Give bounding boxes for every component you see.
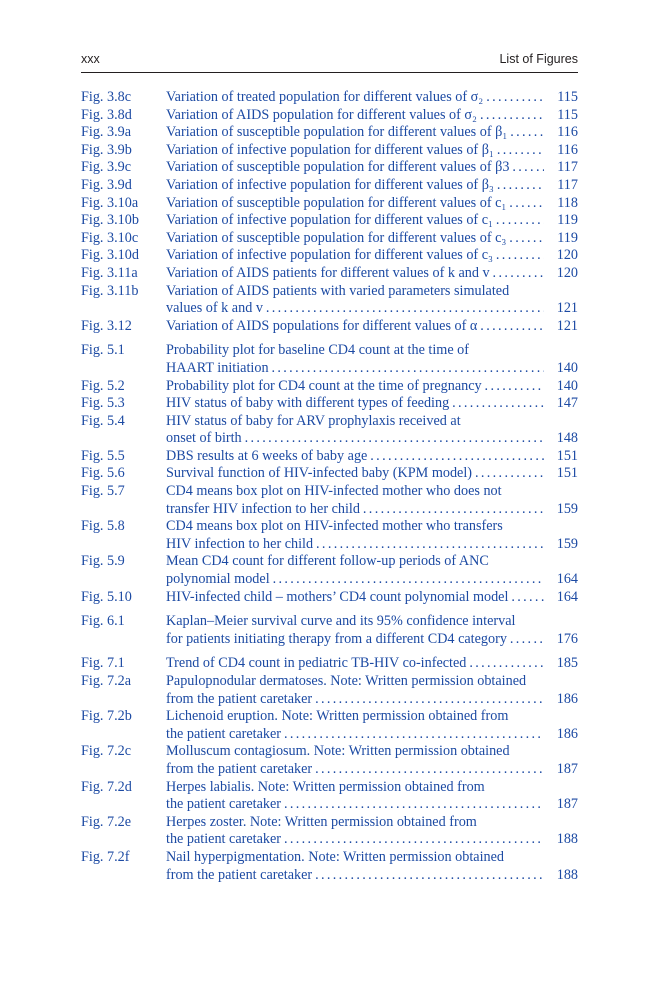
figure-page-number[interactable]: 159 <box>556 500 578 517</box>
figure-entry[interactable] <box>81 673 578 708</box>
figure-page-number[interactable]: 186 <box>556 690 578 707</box>
figure-caption[interactable]: for patients initiating therapy from a different CD4 category . . . <box>166 631 544 649</box>
figure-entry-line <box>81 831 578 849</box>
figure-entry-line <box>81 779 578 797</box>
figure-entry-line <box>81 265 578 283</box>
figure-page-number[interactable]: 117 <box>557 176 578 193</box>
figure-entry-line <box>81 448 578 466</box>
figure-caption[interactable]: CD4 means box plot on HIV-infected mother who does not <box>166 483 502 500</box>
figure-entry-line <box>81 342 578 360</box>
figure-entry[interactable] <box>81 743 578 778</box>
figure-caption[interactable]: Variation of infective population for different values of β₃ . . . <box>166 177 544 195</box>
figure-label[interactable]: Fig. 5.4 <box>81 412 125 429</box>
figure-entry-line <box>81 691 578 709</box>
figure-label[interactable]: Fig. 7.2b <box>81 708 132 725</box>
figure-caption[interactable]: from the patient caretaker . . . <box>166 691 544 709</box>
figure-entry[interactable] <box>81 589 578 607</box>
figure-caption[interactable]: Probability plot for CD4 count at the time of pregnancy . . . <box>166 378 544 396</box>
figure-entry-line <box>81 726 578 744</box>
figure-label[interactable]: Fig. 5.3 <box>81 395 125 412</box>
figure-caption[interactable]: Variation of AIDS populations for different values of α . . . <box>166 318 544 336</box>
figure-caption[interactable]: Variation of susceptible population for different values of β3 . . . <box>166 159 544 177</box>
figure-label[interactable]: Fig. 7.2e <box>81 813 132 830</box>
figure-label[interactable]: Fig. 3.10b <box>81 212 139 229</box>
figure-caption[interactable]: the patient caretaker . . . <box>166 796 544 814</box>
figure-caption[interactable]: HIV status of baby for ARV prophylaxis received at <box>166 412 461 429</box>
figure-label[interactable]: Fig. 5.6 <box>81 465 125 482</box>
figure-entry-line <box>81 247 578 265</box>
figure-entry-line <box>81 318 578 336</box>
figure-page-number[interactable]: 159 <box>556 535 578 552</box>
figure-caption[interactable]: Herpes zoster. Note: Written permission obtained from <box>166 813 477 830</box>
figure-label[interactable]: Fig. 3.11b <box>81 282 139 299</box>
figure-entry-line <box>81 867 578 885</box>
figure-label[interactable]: Fig. 3.10d <box>81 247 139 264</box>
figure-entry-line <box>81 536 578 554</box>
figure-entry-line <box>81 124 578 142</box>
figure-page-number[interactable]: 188 <box>556 831 578 848</box>
figure-label[interactable]: Fig. 3.10c <box>81 229 139 246</box>
figure-page-number[interactable]: 164 <box>556 588 578 605</box>
figure-caption[interactable]: HAART initiation . . . <box>166 360 544 378</box>
figure-page-number[interactable]: 186 <box>556 725 578 742</box>
figure-label[interactable]: Fig. 7.2c <box>81 743 132 760</box>
figure-entry[interactable] <box>81 195 578 213</box>
figure-page-number[interactable]: 187 <box>556 760 578 777</box>
figure-entry[interactable] <box>81 395 578 413</box>
figure-entry-line <box>81 360 578 378</box>
figure-entry[interactable] <box>81 247 578 265</box>
figure-label[interactable]: Fig. 3.9b <box>81 141 132 158</box>
figure-page-number[interactable]: 117 <box>557 159 578 176</box>
figure-entry-line <box>81 631 578 649</box>
figure-entry-line <box>81 142 578 160</box>
figure-entry-line <box>81 613 578 631</box>
figure-entry-line <box>81 212 578 230</box>
figure-entry-line <box>81 571 578 589</box>
figure-caption[interactable]: Trend of CD4 count in pediatric TB-HIV co-infected . . . <box>166 655 544 673</box>
figure-label[interactable]: Fig. 3.9c <box>81 159 132 176</box>
figure-entry-line <box>81 814 578 832</box>
figure-caption[interactable]: polynomial model . . . <box>166 571 544 589</box>
figure-caption[interactable]: CD4 means box plot on HIV-infected mother who transfers <box>166 518 503 535</box>
figure-caption[interactable]: Nail hyperpigmentation. Note: Written permission obtained <box>166 848 505 865</box>
figure-caption[interactable]: from the patient caretaker . . . <box>166 761 544 779</box>
figure-caption[interactable]: from the patient caretaker . . . <box>166 867 544 885</box>
figure-page-number[interactable]: 187 <box>556 796 578 813</box>
figure-label[interactable]: Fig. 7.2a <box>81 673 132 689</box>
figure-entry[interactable] <box>81 518 578 553</box>
figure-entry-line <box>81 673 578 691</box>
figure-entry-line <box>81 761 578 779</box>
figure-caption[interactable]: DBS results at 6 weeks of baby age . . . <box>166 448 544 466</box>
figure-page-number[interactable]: 185 <box>556 655 578 672</box>
figure-label[interactable]: Fig. 5.7 <box>81 483 125 500</box>
figure-entry[interactable] <box>81 159 578 177</box>
figure-page-number[interactable]: 140 <box>556 377 578 394</box>
figure-caption[interactable]: Variation of susceptible population for different values of c₃ . . . <box>166 230 544 248</box>
figure-label[interactable]: Fig. 3.10a <box>81 194 139 211</box>
figure-label[interactable]: Fig. 7.2f <box>81 848 130 865</box>
figure-caption[interactable]: HIV-infected child – mothers’ CD4 count polynomial model . . . <box>166 589 544 607</box>
figure-entry-line <box>81 589 578 607</box>
figure-page-number[interactable]: 147 <box>556 395 578 412</box>
figure-caption[interactable]: Mean CD4 count for different follow-up periods of ANC <box>166 553 489 570</box>
figure-page-number[interactable]: 119 <box>557 229 578 246</box>
figure-caption[interactable]: Variation of AIDS patients with varied parameters simulated <box>166 282 510 299</box>
figure-label[interactable]: Fig. 5.9 <box>81 553 125 570</box>
figure-entry[interactable] <box>81 142 578 160</box>
figure-page-number[interactable]: 116 <box>557 124 578 141</box>
figure-entry-line <box>81 465 578 483</box>
figure-page-number[interactable]: 176 <box>556 630 578 647</box>
figure-caption[interactable]: Molluscum contagiosum. Note: Written permission obtained <box>166 743 510 760</box>
figure-entry-line <box>81 655 578 673</box>
figure-page-number[interactable]: 120 <box>556 264 578 281</box>
figure-entry-line <box>81 413 578 431</box>
running-header <box>81 50 578 70</box>
figure-entry[interactable] <box>81 814 578 849</box>
figure-page-number[interactable]: 116 <box>557 141 578 158</box>
figure-entry-line <box>81 849 578 867</box>
figure-caption[interactable]: Variation of infective population for different values of β₁ . . . <box>166 142 544 160</box>
figure-caption[interactable]: transfer HIV infection to her child . . . <box>166 501 544 519</box>
figure-entry[interactable] <box>81 265 578 283</box>
figure-caption[interactable]: Variation of treated population for different values of σ₂ . . . <box>166 89 544 107</box>
figure-label[interactable]: Fig. 5.2 <box>81 377 125 394</box>
figure-label[interactable]: Fig. 3.8c <box>81 89 132 105</box>
figure-entry-line <box>81 796 578 814</box>
figure-label[interactable]: Fig. 7.2d <box>81 778 132 795</box>
figure-entry-line <box>81 159 578 177</box>
figure-entry[interactable] <box>81 283 578 318</box>
figure-entry[interactable] <box>81 849 578 884</box>
figure-entry-line <box>81 177 578 195</box>
figure-entry[interactable] <box>81 124 578 142</box>
figure-page-number[interactable]: 188 <box>556 866 578 883</box>
running-title: List of Figures <box>499 52 578 66</box>
figure-caption[interactable]: Variation of susceptible population for different values of β₁ . . . <box>166 124 544 142</box>
figure-entry[interactable] <box>81 413 578 448</box>
figure-label[interactable]: Fig. 3.9d <box>81 176 132 193</box>
figure-entry[interactable] <box>81 89 578 107</box>
figure-entry-line <box>81 430 578 448</box>
figure-page-number[interactable]: 121 <box>556 317 578 334</box>
figure-entry-line <box>81 395 578 413</box>
figure-entry-line <box>81 553 578 571</box>
figure-caption[interactable]: the patient caretaker . . . <box>166 831 544 849</box>
figure-caption[interactable]: Probability plot for baseline CD4 count at the time of <box>166 342 470 359</box>
figure-page-number[interactable]: 119 <box>557 212 578 229</box>
figure-entry[interactable] <box>81 483 578 518</box>
figure-list <box>81 89 578 884</box>
figure-entry[interactable] <box>81 655 578 673</box>
page-number-roman: xxx <box>81 52 100 66</box>
figure-entry[interactable] <box>81 708 578 743</box>
figure-page-number[interactable]: 120 <box>556 247 578 264</box>
figure-entry[interactable] <box>81 465 578 483</box>
figure-caption[interactable]: Variation of AIDS population for different values of σ₂ . . . <box>166 107 544 125</box>
figure-entry[interactable] <box>81 553 578 588</box>
figure-page-number[interactable]: 118 <box>557 194 578 211</box>
figure-entry[interactable] <box>81 177 578 195</box>
figure-entry[interactable] <box>81 230 578 248</box>
figure-entry-line <box>81 483 578 501</box>
figure-entry-line <box>81 501 578 519</box>
figure-caption[interactable]: Herpes labialis. Note: Written permission obtained from <box>166 778 485 795</box>
figure-entry[interactable] <box>81 212 578 230</box>
figure-entry-line <box>81 195 578 213</box>
figure-label[interactable]: Fig. 3.12 <box>81 317 132 334</box>
figure-page-number[interactable]: 148 <box>556 430 578 447</box>
header-rule <box>81 72 578 73</box>
figure-label[interactable]: Fig. 3.8d <box>81 106 132 123</box>
figure-label[interactable]: Fig. 5.5 <box>81 447 125 464</box>
figure-label[interactable]: Fig. 5.8 <box>81 518 125 535</box>
figure-entry[interactable] <box>81 318 578 336</box>
figure-page-number[interactable]: 140 <box>556 359 578 376</box>
figure-caption[interactable]: onset of birth . . . <box>166 430 544 448</box>
figure-entry[interactable] <box>81 107 578 125</box>
figure-entry-line <box>81 708 578 726</box>
figure-caption[interactable]: Variation of infective population for different values of c₃ . . . <box>166 247 544 265</box>
figure-caption[interactable]: Lichenoid eruption. Note: Written permission obtained from <box>166 708 509 725</box>
figure-caption[interactable]: Kaplan–Meier survival curve and its 95% confidence interval <box>166 613 516 630</box>
figure-caption[interactable]: Variation of AIDS patients for different values of k and v . . . <box>166 265 544 283</box>
figure-caption[interactable]: Variation of infective population for different values of c₁ . . . <box>166 212 544 230</box>
figure-caption[interactable]: Papulopnodular dermatoses. Note: Written permission obtained <box>166 673 527 689</box>
figure-entry-line <box>81 230 578 248</box>
figure-page-number[interactable]: 164 <box>556 571 578 588</box>
figure-label[interactable]: Fig. 7.1 <box>81 655 125 672</box>
figure-entry-line <box>81 378 578 396</box>
figure-page-number[interactable]: 121 <box>556 300 578 317</box>
figure-entry-line <box>81 89 578 107</box>
figure-page-number[interactable]: 115 <box>557 106 578 123</box>
figure-label[interactable]: Fig. 3.11a <box>81 264 138 281</box>
figure-entry-line <box>81 743 578 761</box>
figure-entry[interactable] <box>81 378 578 396</box>
figure-entry-line <box>81 107 578 125</box>
figure-entry[interactable] <box>81 613 578 648</box>
figure-entry-line <box>81 518 578 536</box>
figure-page-number[interactable]: 115 <box>557 89 578 105</box>
figure-entry[interactable] <box>81 448 578 466</box>
figure-label[interactable]: Fig. 3.9a <box>81 124 132 141</box>
figure-entry[interactable] <box>81 342 578 377</box>
figure-page-number[interactable]: 151 <box>556 465 578 482</box>
figure-entry-line <box>81 283 578 301</box>
figure-entry-line <box>81 300 578 318</box>
figure-caption[interactable]: HIV infection to her child . . . <box>166 536 544 554</box>
figure-caption[interactable]: values of k and v . . . <box>166 300 544 318</box>
figure-entry[interactable] <box>81 779 578 814</box>
figure-caption[interactable]: Survival function of HIV-infected baby (KPM model) . . . <box>166 465 544 483</box>
figure-page-number[interactable]: 151 <box>556 447 578 464</box>
figure-label[interactable]: Fig. 5.1 <box>81 342 125 359</box>
figure-label[interactable]: Fig. 6.1 <box>81 613 125 630</box>
figure-caption[interactable]: Variation of susceptible population for different values of c₁ . . . <box>166 195 544 213</box>
figure-label[interactable]: Fig. 5.10 <box>81 588 132 605</box>
figure-caption[interactable]: the patient caretaker . . . <box>166 726 544 744</box>
figure-caption[interactable]: HIV status of baby with different types of feeding . . . <box>166 395 544 413</box>
